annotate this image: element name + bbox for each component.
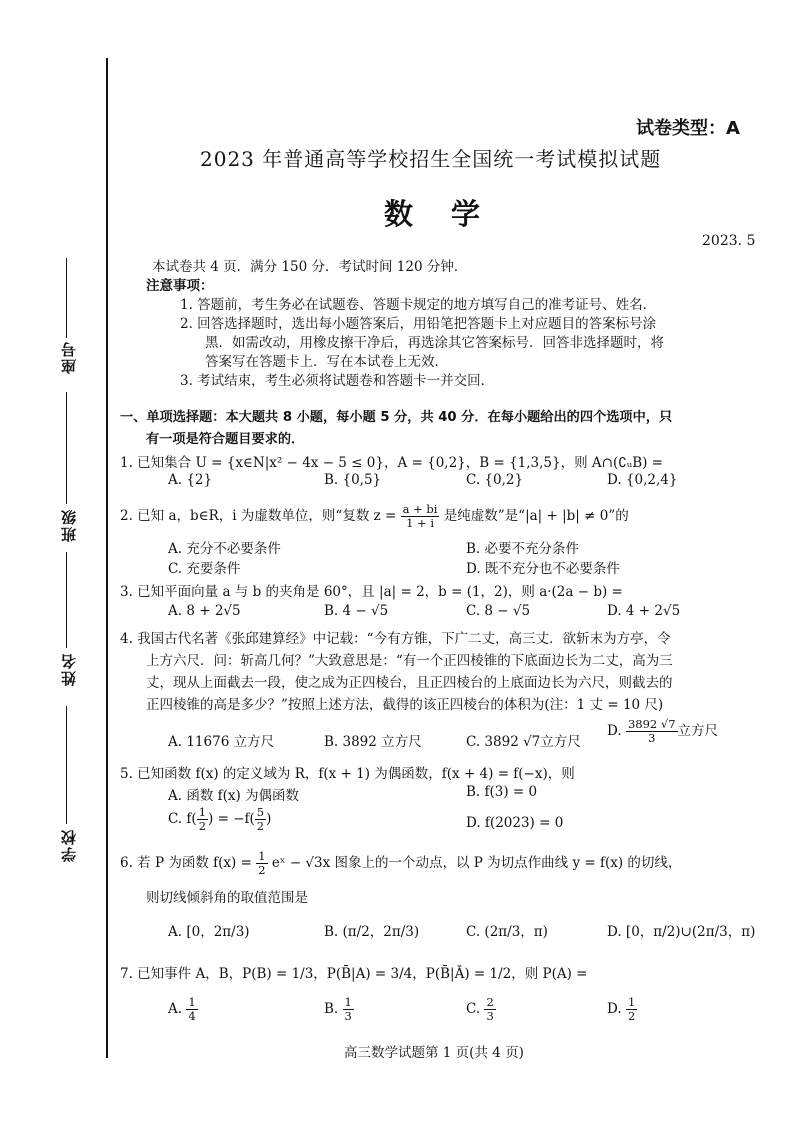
q4-option-d (607, 718, 718, 745)
seat-label: 座号 (60, 340, 78, 374)
q7-a-num: 1 (188, 995, 196, 1009)
exam-title: 2023 年普通高等学校招生全国统一考试模拟试题 (200, 147, 662, 171)
school-blank-line (66, 706, 67, 824)
q6-stem-start: 6. 若 P 为函数 f(x) = (120, 855, 252, 871)
class-label: 班级 (60, 508, 78, 542)
notes-title: 注意事项： (146, 278, 214, 294)
q7-c-label: C. (466, 1001, 481, 1017)
q5-option-d: D. f(2023) = 0 (466, 815, 564, 831)
q7-b-label: B. (324, 1001, 339, 1017)
q5-c-post: ) (266, 811, 272, 827)
q7-a-fraction (186, 996, 197, 1023)
seat-blank-line (66, 258, 67, 338)
q7-d-num: 1 (627, 995, 636, 1009)
q7-option-a (168, 996, 198, 1023)
note-2: 2. 回答选择题时，选出每小题答案后，用铅笔把答题卡上对应题目的答案标号涂 (180, 316, 657, 332)
q4-d-num: 3892 √7 (627, 717, 676, 731)
q2-option-c: C. 充要条件 (168, 561, 241, 577)
q5-c-num-2: 5 (256, 805, 265, 819)
note-2-cont: 黑．如需改动，用橡皮擦干净后，再选涂其它答案标号．回答非选择题时，将 (205, 335, 664, 351)
paper-type: 试卷类型：A (636, 118, 740, 139)
question-4-line-3: 丈，现从上面截去一段，使之成为正四棱台，且正四棱台的上底面边长为六尺，则截去的 (146, 675, 673, 691)
q6-fraction (256, 850, 267, 877)
q3-option-a: A. 8 + 2√5 (168, 603, 241, 619)
q5-option-c (168, 806, 271, 833)
q1-option-c: C. {0,2} (466, 472, 524, 488)
page-footer: 高三数学试题第 1 页(共 4 页) (344, 1045, 524, 1061)
q5-c-frac-1 (197, 806, 208, 833)
q2-fraction (401, 503, 440, 530)
q2-frac-num: a + bi (402, 502, 438, 516)
q1-option-a: A. {2} (168, 472, 213, 488)
q6-option-a: A. [0，2π/3) (168, 924, 250, 940)
question-7: 7. 已知事件 A，B，P(B) = 1/3，P(B̄|A) = 3/4，P(B̄|Ā) = 1/2，则 P(A) = (120, 966, 588, 982)
q4-d-unit: 立方尺 (677, 723, 719, 739)
q6-frac-num: 1 (258, 849, 266, 863)
q6-option-c: C. (2π/3，π) (466, 924, 548, 940)
q7-option-c (466, 996, 496, 1023)
question-5: 5. 已知函数 f(x) 的定义域为 R，f(x + 1) 为偶函数，f(x + 4) = f(−x)，则 (120, 766, 575, 782)
name-label: 姓名 (60, 652, 78, 686)
q1-option-b: B. {0,5} (324, 472, 382, 488)
q2-stem-start: 2. 已知 a，b∈R，i 为虚数单位，则“复数 z = (120, 508, 397, 524)
binding-line (106, 58, 108, 1058)
q5-c-frac-2 (255, 806, 266, 833)
q4-d-label: D. (607, 723, 622, 739)
question-4: 4. 我国古代名著《张邱建算经》中记载：“今有方锥，下广二丈，高三丈．欲斩末为方亭，令 (120, 631, 671, 647)
q4-option-b: B. 3892 立方尺 (324, 734, 422, 750)
q2-stem-end: 是纯虚数”是“|a| + |b| ≠ 0”的 (443, 508, 629, 524)
q6-option-b: B. (π/2，2π/3) (324, 924, 420, 940)
q4-d-fraction (626, 718, 678, 745)
q5-c-den-2: 2 (256, 819, 265, 833)
q7-c-num: 2 (486, 995, 494, 1009)
note-2-cont2: 答案写在答题卡上．写在本试卷上无效． (205, 354, 448, 370)
name-upper-line (66, 552, 67, 648)
exam-info: 本试卷共 4 页．满分 150 分．考试时间 120 分钟． (152, 259, 468, 275)
school-label: 学校 (60, 828, 78, 862)
q3-option-d: D. 4 + 2√5 (607, 603, 681, 619)
q7-d-label: D. (607, 1001, 622, 1017)
q5-option-b: B. f(3) = 0 (466, 784, 538, 800)
q7-option-d (607, 996, 637, 1023)
subject-title: 数学 (384, 197, 519, 231)
q4-option-a: A. 11676 立方尺 (168, 734, 275, 750)
q7-b-fraction (343, 996, 354, 1023)
q2-option-d: D. 既不充分也不必要条件 (466, 561, 620, 577)
q5-c-den-1: 2 (198, 819, 207, 833)
q7-a-label: A. (168, 1001, 183, 1017)
question-4-line-2: 上方六尺．问：斩高几何？”大致意思是：“有一个正四棱锥的下底面边长为二丈，高为三 (146, 653, 673, 669)
q7-a-den: 4 (188, 1009, 196, 1023)
q7-b-den: 3 (344, 1009, 352, 1023)
note-1: 1. 答题前，考生务必在试题卷、答题卡规定的地方填写自己的准考证号、姓名． (180, 297, 657, 313)
exam-date: 2023. 5 (702, 233, 756, 249)
q5-c-mid: ) = −f( (208, 811, 255, 827)
q7-c-den: 3 (486, 1009, 494, 1023)
q6-option-d: D. [0，π/2)∪(2π/3，π) (607, 924, 756, 940)
q5-c-pre: C. f( (168, 811, 197, 827)
note-3: 3. 考试结束，考生必须将试题卷和答题卡一并交回． (180, 373, 495, 389)
q6-frac-den: 2 (258, 863, 266, 877)
question-6-line-2: 则切线倾斜角的取值范围是 (146, 890, 308, 906)
q7-b-num: 1 (344, 995, 352, 1009)
question-1: 1. 已知集合 U = {x∈N|x² − 4x − 5 ≤ 0}，A = {0,2}，B = {1,3,5}，则 A∩(∁ᵤB) = (120, 455, 663, 471)
section-heading-cont: 有一项是符合题目要求的． (146, 432, 305, 447)
question-4-line-4: 正四棱锥的高是多少？”按照上述方法，截得的该正四棱台的体积为(注：1 丈 = 10 尺) (146, 697, 664, 713)
q7-d-fraction (626, 996, 637, 1023)
q4-option-c: C. 3892 √7立方尺 (466, 734, 581, 750)
q4-d-den: 3 (648, 731, 656, 745)
q5-option-a: A. 函数 f(x) 为偶函数 (168, 788, 300, 804)
q5-c-num-1: 1 (198, 805, 207, 819)
q7-d-den: 2 (627, 1009, 636, 1023)
q3-option-b: B. 4 − √5 (324, 603, 389, 619)
q2-option-b: B. 必要不充分条件 (466, 541, 580, 557)
question-3: 3. 已知平面向量 a 与 b 的夹角是 60°，且 |a| = 2，b = (1，2)，则 a·(2a − b) = (120, 584, 623, 600)
q3-option-c: C. 8 − √5 (466, 603, 531, 619)
question-2 (120, 503, 629, 530)
q6-stem-end: eˣ − √3x 图象上的一个动点，以 P 为切点作曲线 y = f(x) 的切线， (271, 855, 682, 871)
section-heading: 一、单项选择题：本大题共 8 小题，每小题 5 分，共 40 分．在每小题给出的四个选项中，只 (120, 410, 673, 425)
q7-c-fraction (484, 996, 495, 1023)
q1-option-d: D. {0,2,4} (607, 472, 678, 488)
question-6 (120, 850, 681, 877)
q7-option-b (324, 996, 354, 1023)
q2-frac-den: 1 + i (406, 516, 435, 530)
q2-option-a: A. 充分不必要条件 (168, 541, 281, 557)
class-blank-line (66, 392, 67, 504)
